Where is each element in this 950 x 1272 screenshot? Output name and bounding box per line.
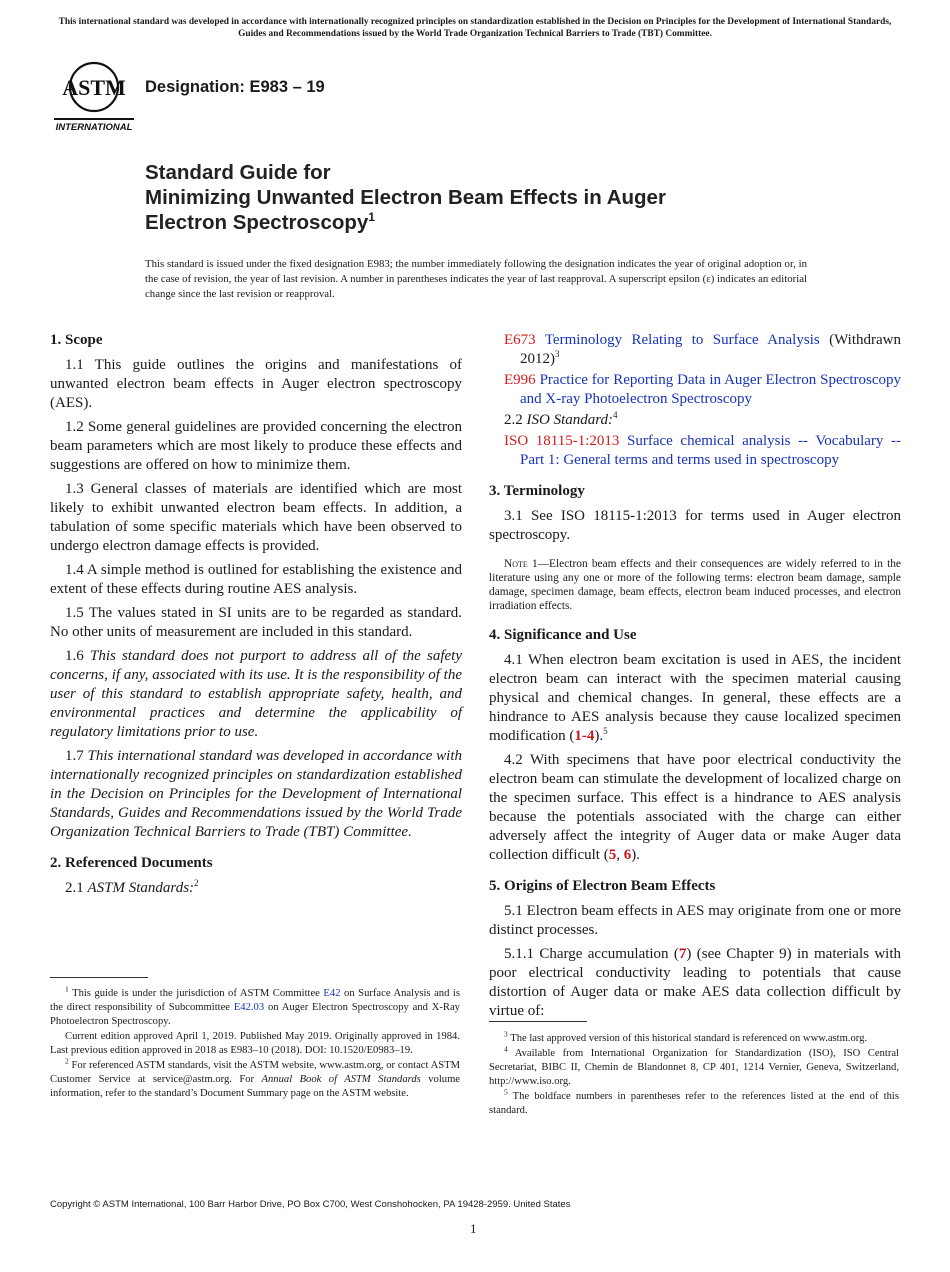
footnote-3: $^3$ The last approved version of this historical standard is referenced on www.astm.org. xyxy=(504,1029,868,1044)
section-2-heading: 2. Referenced Documents xyxy=(50,855,213,871)
ref-e673: E673 Terminology Relating to Surface Analysis (Withdrawn 2012)$^3$ xyxy=(504,332,901,367)
title-line-3: Electron Spectroscopy$^1$ xyxy=(145,210,375,234)
link-e42-03[interactable]: E42.03 xyxy=(233,1002,265,1013)
note-1: Note 1—Electron beam effects and their consequences are widely referred to in the literature using any one or more of the following terms: electron beam damage, sample damage, specimen damage, beam effects, electron beam induced processes, and electron irradiation effects. xyxy=(489,558,901,612)
para-1-1: 1.1 This guide outlines the origins and manifestations of unwanted electron beam effects in Auger electron spectroscopy (AES). xyxy=(50,357,462,411)
section-1-heading: 1. Scope xyxy=(50,332,103,348)
designation: Designation: E983 – 19 xyxy=(145,78,325,96)
cite-1-4[interactable]: 1-4 xyxy=(574,728,595,744)
preamble: This standard is issued under the fixed designation E983; the number immediately following the designation indicates the year of original adoption or, in the case of revision, the year of last revision. A number in parentheses indicates the year of last reapproval. A superscript epsilon (ε) indicates an editorial change since the last revision or reapproval. xyxy=(145,258,807,300)
title-line-1: Standard Guide for xyxy=(145,161,331,184)
section-3-heading: 3. Terminology xyxy=(489,483,585,499)
footnote-4: $^4$ Available from International Organization for Standardization (ISO), ISO Central Secretariat, BIBC II, Chemin de Blandonnet 8, CP 401, 1214 Vernier, Geneva, Switzerland, http://www.iso.org. xyxy=(489,1044,899,1087)
ref-iso-title[interactable]: Surface chemical analysis -- Vocabulary -- Part 1: General terms and terms used in spectroscopy xyxy=(520,433,902,468)
astm-logo xyxy=(52,58,136,134)
ref-iso xyxy=(489,432,901,470)
link-e42[interactable]: E42 xyxy=(323,988,341,999)
para-5-1-1: 5.1.1 Charge accumulation (7) (see Chapter 9) in materials with poor electrical conductivity leading to potentials that cause distortion of Auger data or make AES data collection difficult by virtue of: xyxy=(489,946,901,1019)
para-1-6: 1.6 This standard does not purport to address all of the safety concerns, if any, associated with its use. It is the responsibility of the user of this standard to establish appropriate safety, health, and environmental practices and determine the applicability of regulatory limitations prior to use. xyxy=(50,648,463,740)
right-column xyxy=(489,331,901,1026)
para-1-2: 1.2 Some general guidelines are provided concerning the electron beam parameters which are most likely to produce these effects and suggestions are offered on how to minimize them. xyxy=(50,419,462,473)
para-1-7: 1.7 This international standard was developed in accordance with internationally recognized principles on standardization established in the Decision on Principles for the Development of International Standards, Guides and Recommendations issued by the World Trade Organization Technical Barriers to Trade (TBT) Committee. xyxy=(50,748,462,840)
tbt-notice: This international standard was developed in accordance with internationally recognized principles on standardization established in the Decision on Principles for the Development of International Standards, Guides and Recommendations issued by the World Trade Organization Technical Barriers to Trade (TBT) Committee. xyxy=(58,17,892,39)
logo-letters: ASTM xyxy=(62,75,126,100)
ref-e673-title[interactable]: Terminology Relating to Surface Analysis xyxy=(544,332,820,348)
ref-e996-title[interactable]: Practice for Reporting Data in Auger Electron Spectroscopy and X-ray Photoelectron Spectroscopy xyxy=(520,372,902,407)
document-title xyxy=(145,160,845,235)
footnote-2: $^2$ For referenced ASTM standards, visit the ASTM website, www.astm.org, or contact ASTM Customer Service at service@astm.org. For Annual Book of ASTM Standards volume information, refer to the standard’s Document Summary page on the ASTM website. xyxy=(50,1056,461,1099)
ref-iso-code[interactable]: ISO 18115-1:2013 xyxy=(504,433,620,449)
para-3-1: 3.1 See ISO 18115-1:2013 for terms used in Auger electron spectroscopy. xyxy=(489,508,901,543)
para-1-4: 1.4 A simple method is outlined for establishing the existence and extent of these effects during routine AES analysis. xyxy=(50,562,462,597)
footnote-rule-left xyxy=(50,977,148,978)
cite-5[interactable]: 5 xyxy=(608,847,617,863)
para-5-1: 5.1 Electron beam effects in AES may originate from one or more distinct processes. xyxy=(489,903,901,938)
right-footnotes xyxy=(489,1029,899,1119)
para-4-1: 4.1 When electron beam excitation is used in AES, the incident electron beam can interact with the specimen material causing physical and chemical changes. In general, these effects are a hindrance to AES analysis because they cause localized specimen modification (1-4).$^5$ xyxy=(489,652,901,744)
section-5-heading: 5. Origins of Electron Beam Effects xyxy=(489,878,716,894)
footnote-5: $^5$ The boldface numbers in parentheses refer to the references listed at the end of this standard. xyxy=(489,1087,899,1116)
title-line-2: Minimizing Unwanted Electron Beam Effects in Auger xyxy=(145,186,666,209)
ref-e996-code[interactable]: E996 xyxy=(504,372,536,388)
title-footnote-mark: 1 xyxy=(368,210,375,225)
para-1-3: 1.3 General classes of materials are identified which are most likely to exhibit unwanted electron beam effects. In addition, a tabulation of some specific materials which have been observed to undergo electron damage effects is provided. xyxy=(50,481,462,554)
logo-text: INTERNATIONAL xyxy=(55,122,133,133)
cite-6[interactable]: 6 xyxy=(623,847,632,863)
para-1-5: 1.5 The values stated in SI units are to be regarded as standard. No other units of measurement are included in this standard. xyxy=(50,605,462,640)
left-footnotes xyxy=(50,984,461,1102)
ref-e673-code[interactable]: E673 xyxy=(504,332,536,348)
footnote-rule-right xyxy=(489,1021,587,1022)
para-4-2: 4.2 With specimens that have poor electrical conductivity the electron beam can stimulate the development of localized charge on the specimen surface. This effect is a hindrance to AES analysis because the potentials associated with the charge can either adversely affect the integrity of Auger data or make Auger data collection difficult (5, 6). xyxy=(489,752,901,863)
page-number: 1 xyxy=(470,1221,477,1236)
footnote-1-edition: Current edition approved April 1, 2019. Published May 2019. Originally approved in 1984. Last previous edition approved in 2018 as E983–10 (2018). DOI: 10.1520/E0983–19. xyxy=(50,1031,460,1056)
left-column xyxy=(50,331,462,903)
para-2-1: 2.1 ASTM Standards:$^2$ xyxy=(65,878,199,896)
section-4-heading: 4. Significance and Use xyxy=(489,627,637,643)
copyright: Copyright © ASTM International, 100 Barr Harbor Drive, PO Box C700, West Conshohocken, PA 19428-2959. United States xyxy=(50,1199,571,1210)
ref-e996 xyxy=(489,371,901,409)
footnote-1: $^1$ This guide is under the jurisdiction of ASTM Committee E42 on Surface Analysis and is the direct responsibility of Subcommittee E42.03 on Auger Electron Spectroscopy and X-Ray Photoelectron Spectroscopy. xyxy=(50,984,460,1027)
cite-7[interactable]: 7 xyxy=(678,946,687,962)
para-2-2: 2.2 ISO Standard:$^4$ xyxy=(504,410,618,428)
